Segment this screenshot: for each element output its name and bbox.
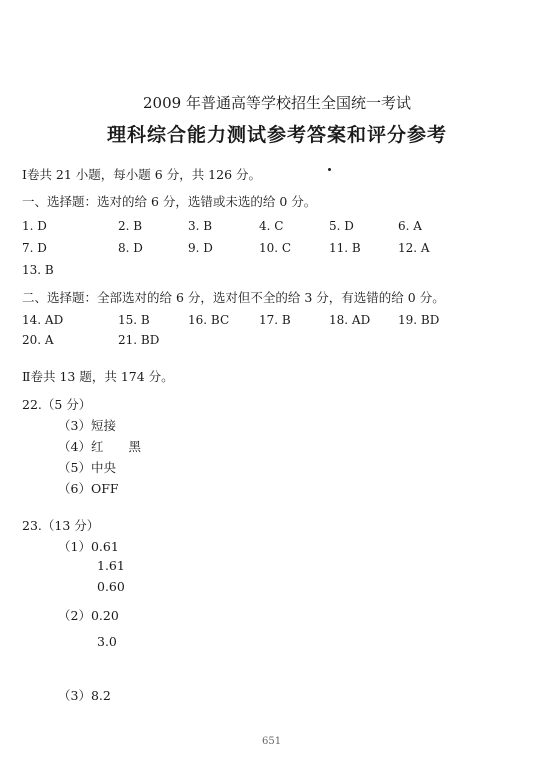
q22-item-6: （6）OFF (58, 481, 119, 496)
q23-part2-value2: 3.0 (97, 634, 117, 649)
q23-part3: （3）8.2 (58, 688, 111, 703)
part1-intro: Ⅰ卷共 21 小题，每小题 6 分，共 126 分。 (22, 167, 261, 182)
answer-11: 11. B (329, 241, 361, 255)
exam-title: 2009 年普通高等学校招生全国统一考试 (143, 94, 411, 112)
stray-mark (328, 168, 331, 171)
q23-part1-value3: 0.60 (97, 579, 125, 594)
q22-header: 22.（5 分） (22, 397, 92, 412)
answer-3: 3. B (188, 219, 213, 233)
answer-13: 13. B (22, 263, 54, 277)
answer-5: 5. D (329, 219, 354, 233)
answer-key-title: 理科综合能力测试参考答案和评分参考 (106, 124, 447, 146)
q22-item-5: （5）中央 (58, 460, 116, 475)
q23-part1-value2: 1.61 (97, 558, 125, 573)
answer-9: 9. D (188, 241, 213, 255)
q22-item-3: （3）短接 (58, 418, 116, 433)
answer-19: 19. BD (398, 313, 440, 327)
answer-20: 20. A (22, 333, 54, 347)
part2-intro: Ⅱ卷共 13 题，共 174 分。 (22, 369, 174, 384)
answer-10: 10. C (259, 241, 292, 255)
page-number: 651 (262, 736, 282, 747)
answer-7: 7. D (22, 241, 47, 255)
q23-header: 23.（13 分） (22, 518, 100, 533)
answer-8: 8. D (118, 241, 143, 255)
q23-part1: （1）0.61 (58, 539, 119, 554)
answer-1: 1. D (22, 219, 47, 233)
q23-part2: （2）0.20 (58, 608, 119, 623)
q22-item-4: （4）红 黑 (58, 439, 141, 454)
answer-12: 12. A (398, 241, 430, 255)
answer-6: 6. A (398, 219, 422, 233)
answer-15: 15. B (118, 313, 150, 327)
answer-4: 4. C (259, 219, 284, 233)
answer-2: 2. B (118, 219, 143, 233)
answer-17: 17. B (259, 313, 291, 327)
section1-heading: 一、选择题：选对的给 6 分，选错或未选的给 0 分。 (22, 194, 317, 209)
answer-14: 14. AD (22, 313, 64, 327)
answer-16: 16. BC (188, 313, 230, 327)
answer-21: 21. BD (118, 333, 160, 347)
answer-18: 18. AD (329, 313, 371, 327)
section2-heading: 二、选择题：全部选对的给 6 分，选对但不全的给 3 分，有选错的给 0 分。 (22, 290, 445, 305)
